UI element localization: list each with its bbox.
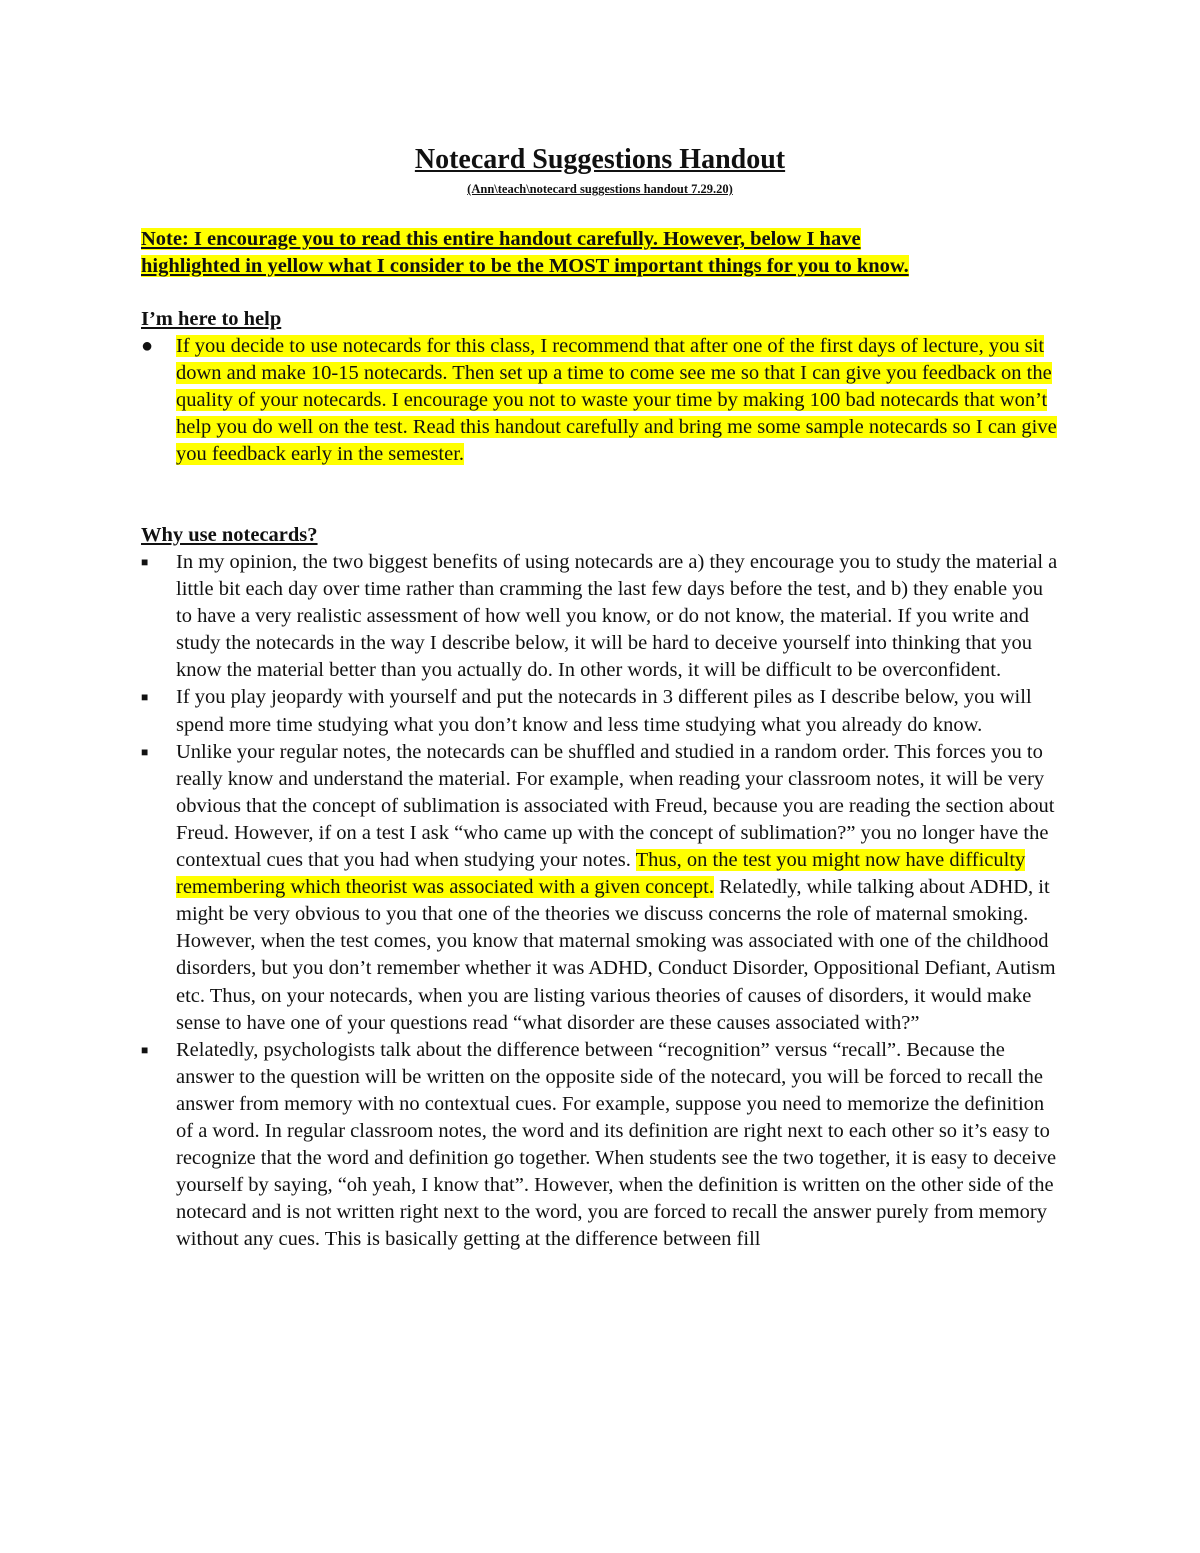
list-item bbox=[141, 684, 1061, 738]
list-item bbox=[141, 739, 1061, 1037]
square-bullet-icon: ■ bbox=[141, 1042, 149, 1057]
square-bullet-icon: ■ bbox=[141, 744, 149, 759]
square-bullet-icon: ■ bbox=[141, 555, 149, 569]
list-item bbox=[141, 1037, 1061, 1254]
document-file-path: (Ann\teach\notecard suggestions handout 7.29.20) bbox=[467, 182, 733, 196]
help-list bbox=[141, 333, 1061, 468]
square-bullet-icon: ■ bbox=[141, 690, 149, 705]
why-list bbox=[141, 549, 1061, 1253]
list-item bbox=[141, 333, 1061, 468]
why-item-1-text: In my opinion, the two biggest benefits of using notecards are a) they encourage you to study the material a little bit each day over time rather than cramming the last few days before the test, and b) they enable you to have a very realistic assessment of how well you know, or do not know, the material. If you write and study the notecards in the way I describe below, it will be hard to deceive yourself into thinking that you know the material better than you actually do. In other words, it will be difficult to be overconfident. bbox=[176, 551, 1058, 682]
round-bullet-icon: ● bbox=[141, 335, 154, 357]
why-item-3-text-b: Relatedly, while talking about ADHD, it might be very obvious to you that one of the theories we discuss concerns the role of maternal smoking. However, when the test comes, you know that maternal smoking was associated with one of the childhood disorders, but you don’t remember whether it was ADHD, Conduct Disorder, Oppositional Defiant, Autism etc. Thus, on your notecards, when you are listing various theories of causes of disorders, it would make sense to have one of your questions read “what disorder are these causes associated with?” bbox=[176, 876, 1056, 1034]
list-item bbox=[141, 549, 1061, 684]
section-heading-help: I’m here to help bbox=[141, 308, 282, 330]
note-line-1: Note: I encourage you to read this entire handout carefully. However, below I have bbox=[141, 228, 861, 250]
highlighted-note bbox=[141, 226, 1081, 279]
why-item-2-text: If you play jeopardy with yourself and put the notecards in 3 different piles as I describe below, you will spend more time studying what you don’t know and less time studying what you already do know. bbox=[176, 686, 1032, 736]
help-item-text: If you decide to use notecards for this class, I recommend that after one of the first days of lecture, you sit down and make 10-15 notecards. Then set up a time to come see me so that I can give you feedback on the quality of your notecards. I encourage you not to waste your time by making 100 bad notecards that won’t help you do well on the test. Read this handout carefully and bring me some sample notecards so I can give you feedback early in the semester. bbox=[176, 335, 1057, 466]
note-line-2: highlighted in yellow what I consider to be the MOST important things for you to know. bbox=[141, 254, 909, 277]
section-heading-why: Why use notecards? bbox=[141, 524, 318, 546]
why-item-4-text: Relatedly, psychologists talk about the difference between “recognition” versus “recall”. Because the answer to the question will be written on the opposite side of the notecard, you will be forced to recall the answer from memory with no contextual cues. For example, suppose you need to memorize the definition of a word. In regular classroom notes, the word and its definition are right next to each other so it’s easy to recognize that the word and definition go together. When students see the two together, it is easy to deceive yourself by saying, “oh yeah, I know that”. However, when the definition is written on the other side of the notecard and is not written right next to the word, you are forced to recall the answer purely from memory without any cues. This is basically getting at the difference between fill bbox=[176, 1038, 1057, 1251]
why-item-3-text-a: Unlike your regular notes, the notecards can be shuffled and studied in a random order. This forces you to really know and understand the material. For example, when reading your classroom notes, it will be very obvious that the concept of sublimation is associated with Freud, because you are reading the section about Freud. However, if on a test I ask “who came up with the concept of sublimation?” you no longer have the contextual cues that you had when studying your notes. bbox=[176, 740, 1055, 872]
document-title: Notecard Suggestions Handout bbox=[414, 144, 786, 175]
why-item-3-highlight: Thus, on the test you might now have difficulty remembering which theorist was associated with a given concept. bbox=[176, 849, 1026, 899]
